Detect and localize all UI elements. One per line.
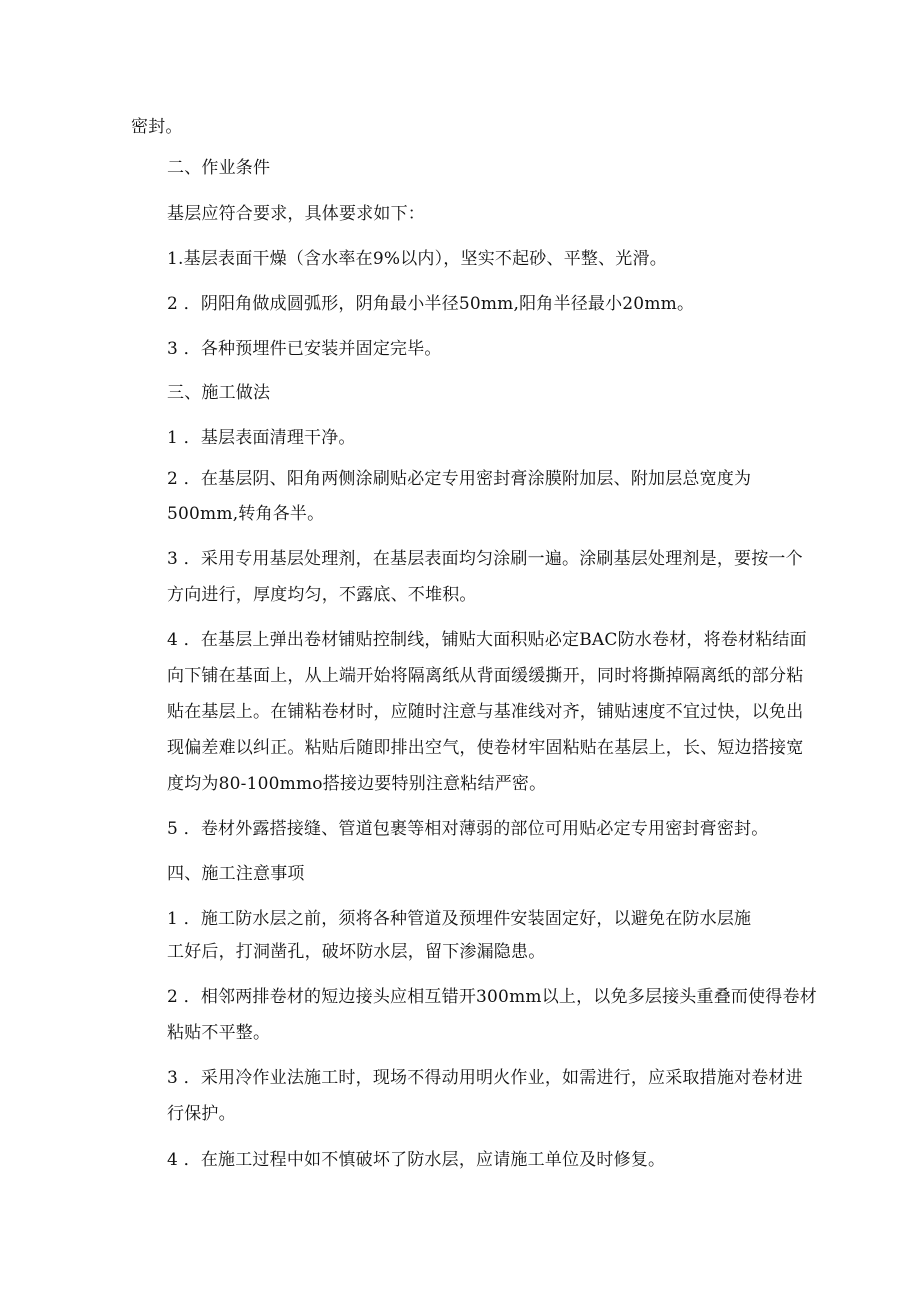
list-item: 1.基层表面干燥（含水率在9%以内），坚实不起砂、平整、光滑。 [167, 249, 667, 269]
text-line: 方向进行，厚度均匀，不露底、不堆积。 [167, 585, 477, 605]
list-item: 3 ．各种预埋件已安装并固定完毕。 [167, 339, 442, 359]
list-item: 2 ．相邻两排卷材的短边接头应相互错开300mm以上，以免多层接头重叠而使得卷材 [167, 987, 817, 1007]
list-item: 5 ．卷材外露搭接缝、管道包裹等相对薄弱的部位可用贴必定专用密封膏密封。 [167, 819, 769, 839]
text-line: 粘贴不平整。 [167, 1023, 271, 1043]
text-line: 密封。 [131, 117, 183, 137]
text-line: 现偏差难以纠正。粘贴后随即排出空气，使卷材牢固粘贴在基层上，长、短边搭接宽 [167, 738, 804, 758]
text-line: 基层应符合要求，具体要求如下： [167, 204, 425, 224]
list-item: 2 ．阴阳角做成圆弧形，阴角最小半径50mm,阳角半径最小20mm。 [167, 294, 695, 314]
list-item: 1 ．施工防水层之前，须将各种管道及预埋件安装固定好，以避免在防水层施 [167, 909, 752, 929]
text-line: 向下铺在基面上，从上端开始将隔离纸从背面缓缓撕开，同时将撕掉隔离纸的部分粘 [167, 666, 804, 686]
list-item: 4 ．在基层上弹出卷材铺贴控制线，铺贴大面积贴必定BAC防水卷材，将卷材粘结面 [167, 630, 807, 650]
list-item: 3 ．采用专用基层处理剂，在基层表面均匀涂刷一遍。涂刷基层处理剂是，要按一个 [167, 549, 803, 569]
text-line: 行保护。 [167, 1104, 236, 1124]
section-heading: 二、作业条件 [167, 158, 271, 178]
list-item: 1 ．基层表面清理干净。 [167, 428, 356, 448]
section-heading: 四、施工注意事项 [167, 864, 305, 884]
text-line: 500mm,转角各半。 [167, 504, 325, 524]
list-item: 3 ．采用冷作业法施工时，现场不得动用明火作业，如需进行，应采取措施对卷材进 [167, 1068, 803, 1088]
section-heading: 三、施工做法 [167, 383, 271, 403]
list-item: 4 ．在施工过程中如不慎破坏了防水层，应请施工单位及时修复。 [167, 1150, 666, 1170]
text-line: 工好后，打洞凿孔，破坏防水层，留下渗漏隐患。 [167, 942, 546, 962]
list-item: 2 ．在基层阴、阳角两侧涂刷贴必定专用密封膏涂膜附加层、附加层总宽度为 [167, 469, 752, 489]
text-line: 度均为80-100mmo搭接边要特别注意粘结严密。 [167, 774, 547, 794]
text-line: 贴在基层上。在铺粘卷材时，应随时注意与基准线对齐，铺贴速度不宜过快，以免出 [167, 702, 804, 722]
